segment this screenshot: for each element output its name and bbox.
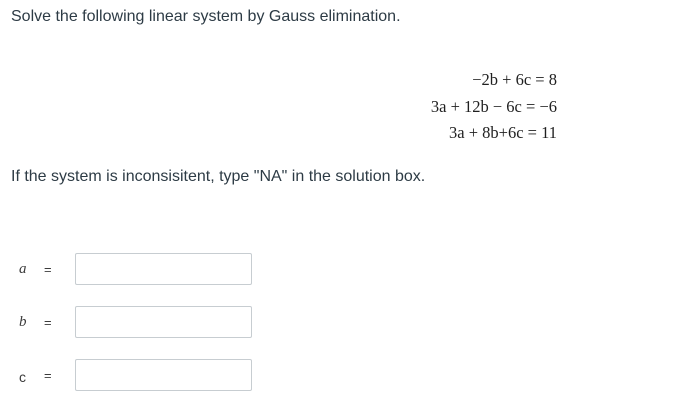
linear-system [431, 70, 557, 150]
answer-input-c[interactable] [75, 359, 252, 391]
equation-1: −2b + 6c = 8 [472, 70, 557, 89]
variable-label-b: b [19, 314, 27, 330]
answer-input-b[interactable] [75, 306, 252, 338]
variable-label-a: a [19, 261, 27, 277]
equation-3: 3a + 8b+6c = 11 [449, 123, 557, 142]
answer-row-b [0, 306, 300, 340]
equation-2: 3a + 12b − 6c = −6 [430, 96, 557, 116]
answer-input-a[interactable] [75, 253, 252, 285]
equals-sign: = [44, 262, 52, 277]
inconsistency-note: If the system is inconsisitent, type "NA" in the solution box. [11, 168, 426, 185]
variable-label-c: c [19, 369, 26, 385]
answer-row-c [0, 359, 300, 393]
equals-sign: = [44, 368, 52, 383]
answer-row-a [0, 253, 300, 287]
equals-sign: = [44, 315, 52, 330]
question-instruction: Solve the following linear system by Gauss elimination. [11, 8, 401, 25]
